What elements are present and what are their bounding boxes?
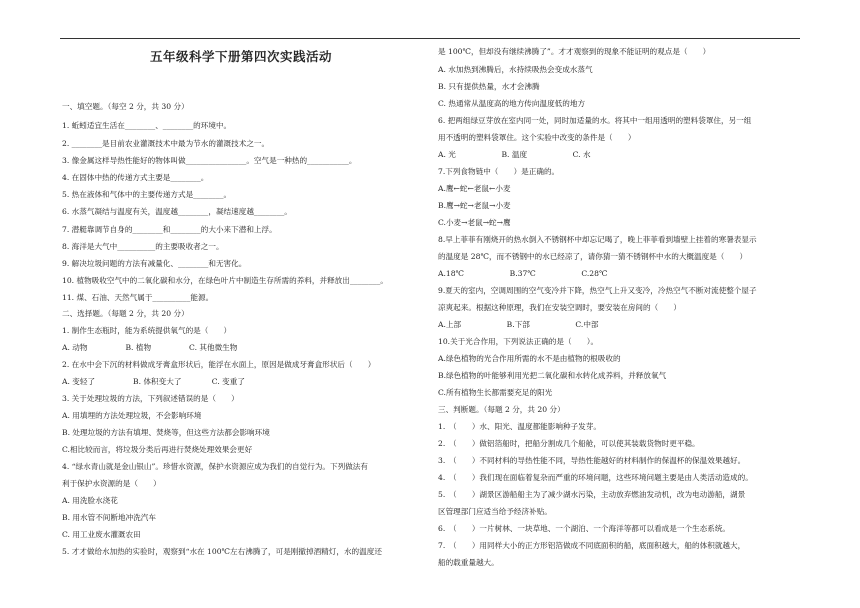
text-line: 三、判断题。（每题 2 分，共 20 分） bbox=[438, 405, 565, 414]
text-line: B. 用水管不间断地冲洗汽车 bbox=[62, 513, 156, 522]
text-line: 1. （ ）水、阳光、温度都能影响种子发芽。 bbox=[438, 422, 601, 431]
text-line: 9. 解决垃圾问题的方法有减量化、________和无害化。 bbox=[62, 259, 247, 268]
text-line: 1. 制作生态瓶时，能为系统提供氧气的是（ ） bbox=[62, 326, 232, 335]
text-line: 7. （ ）用同样大小的正方形铝箔做成不同底面积的船，底面积越大，船的体积就越大， bbox=[438, 541, 746, 550]
text-line: 6. 把两组绿豆芽放在室内同一处，同时加适量的水。将其中一组用透明的塑料袋罩住，另一组 bbox=[438, 116, 752, 125]
text-line: 用不透明的塑料袋罩住。这个实验中改变的条件是（ ） bbox=[438, 133, 636, 142]
text-line: A. 光 B. 温度 C. 水 bbox=[438, 150, 591, 159]
text-line: 5. （ ）湖景区游船船主为了减少湖水污染，主动放弃燃油发动机，改为电动游船，湖景 bbox=[438, 490, 746, 499]
text-line: C. 用工业废水灌溉农田 bbox=[62, 530, 141, 539]
text-line: 4. 在固体中热的传递方式主要是________。 bbox=[62, 173, 209, 182]
text-line: 1. 蚯蚓适宜生活在________、________的环境中。 bbox=[62, 121, 232, 130]
text-line: 的温度是 28℃，而不锈钢中的水已经凉了，请你猜一猜不锈钢杯中水的大概温度是（ ） bbox=[438, 252, 748, 261]
text-line: 2. （ ）做铝箔船时，把船分割成几个船舱，可以使其装载货物时更平稳。 bbox=[438, 439, 700, 448]
text-line: 7. 潜艇靠调节自身的________和________的大小来下潜和上浮。 bbox=[62, 225, 277, 234]
text-line: 8. 海洋是大气中__________的主要吸收者之一。 bbox=[62, 242, 224, 251]
text-line: 4. “绿水青山就是金山银山”。珍惜水资源，保护水资源应成为我们的自觉行为。下列做法有 bbox=[62, 462, 368, 471]
text-line: C. 热通常从温度高的地方传向温度低的地方 bbox=[438, 99, 586, 108]
text-line: 8.早上菲菲有刚烧开的热水倒入不锈钢杯中却忘记喝了，晚上菲菲看到墙壁上挂着的寒暑表显示 bbox=[438, 235, 757, 244]
text-line: A.鹰←蛇←老鼠←小麦 bbox=[438, 184, 511, 193]
text-line: B. 只有提供热量，水才会沸腾 bbox=[438, 82, 540, 91]
text-line: 3. 关于处理垃圾的方法，下列叙述错误的是（ ） bbox=[62, 394, 239, 403]
text-line: C.所有植物生长都需要充足的阳光 bbox=[438, 388, 553, 397]
text-line: 利于保护水资源的是（ ） bbox=[62, 479, 161, 488]
text-line: A. 用洗脸水浇花 bbox=[62, 496, 118, 505]
text-line: 3. （ ）不同材料的导热性能不同，导热性能越好的材料制作的保温杯的保温效果越好。 bbox=[438, 456, 746, 465]
text-line: 4. （ ）我们现在面临着复杂而严重的环境问题，这些环境问题主要是由人类活动造成的。 bbox=[438, 473, 753, 482]
text-line: A.18℃ B.37℃ C.28℃ bbox=[438, 269, 608, 278]
text-line: B. 处理垃圾的方法有填埋、焚烧等，但这些方法都会影响环境 bbox=[62, 428, 270, 437]
text-line: 区管理部门应适当给予经济补贴。 bbox=[438, 507, 552, 516]
text-line: 6. （ ）一片树林、一块草地、一个湖泊、一个海洋等都可以看成是一个生态系统。 bbox=[438, 524, 731, 533]
text-line: A. 用填埋的方法处理垃圾，不会影响环境 bbox=[62, 411, 202, 420]
text-line: A. 变轻了 B. 体积变大了 C. 变重了 bbox=[62, 377, 245, 386]
text-line: 二、选择题。（每题 2 分，共 20 分） bbox=[62, 309, 189, 318]
text-line: B.绿色植物的叶能够利用光把二氧化碳和水转化成养料，并释放氧气 bbox=[438, 371, 667, 380]
text-line: 船的载重量越大。 bbox=[438, 558, 499, 567]
text-line: 2. ________是目前农业灌溉技术中最为节水的灌溉技术之一。 bbox=[62, 139, 270, 148]
text-line: A.绿色植物的光合作用所需的水不是由植物的根吸收的 bbox=[438, 354, 621, 363]
text-line: A.上部 B.下部 C.中部 bbox=[438, 320, 599, 329]
text-line: C.相比较而言，将垃圾分类后再进行焚烧处理效果会更好 bbox=[62, 445, 253, 454]
text-line: 5. 热在液体和气体中的主要传递方式是________。 bbox=[62, 190, 232, 199]
text-line: 凉爽起来。根据这种原理，我们在安装空调时，要安装在房间的（ ） bbox=[438, 303, 681, 312]
text-line: 6. 水蒸气凝结与温度有关，温度越________，凝结速度越________。 bbox=[62, 207, 292, 216]
text-line: A. 水加热到沸腾后，水持续吸热会变成水蒸气 bbox=[438, 65, 593, 74]
text-line: A. 动物 B. 植物 C. 其他微生物 bbox=[62, 343, 238, 352]
text-line: 5. 才才做给水加热的实验时，观察到“水在 100℃左右沸腾了，可是刚撤掉酒精灯，水的温度还 bbox=[62, 547, 382, 556]
text-line: 10.关于光合作用，下列说法正确的是（ ）。 bbox=[438, 337, 599, 346]
text-line: 10. 植物吸收空气中的二氧化碳和水分，在绿色叶片中制造生存所需的养料，并释放出________。 bbox=[62, 276, 388, 285]
page-title: 五年级科学下册第四次实践活动 bbox=[150, 49, 333, 64]
text-line: 7.下列食物链中（ ）是正确的。 bbox=[438, 167, 560, 176]
header-rule bbox=[60, 38, 800, 39]
text-line: 一、填空题。（每空 2 分，共 30 分） bbox=[62, 102, 189, 111]
text-line: 11. 煤、石油、天然气属于__________能源。 bbox=[62, 293, 214, 302]
text-line: 9.夏天的室内，空调周围的空气变冷并下降，热空气上升又变冷，冷热空气不断对流使整个屋子 bbox=[438, 286, 757, 295]
text-line: 是 100℃，但却没有继续沸腾了”。才才观察到的现象不能证明的观点是（ ） bbox=[438, 47, 711, 56]
text-line: 2. 在水中会下沉的材料做成牙膏盒形状后，能浮在水面上，原因是做成牙膏盒形状后（ ） bbox=[62, 360, 376, 369]
text-line: B.鹰→蛇→老鼠→小麦 bbox=[438, 201, 511, 210]
text-line: 3. 像金属这样导热性能好的物体叫做________________。空气是一种热的___________。 bbox=[62, 156, 357, 165]
text-line: C.小麦→老鼠→蛇→鹰 bbox=[438, 218, 511, 227]
